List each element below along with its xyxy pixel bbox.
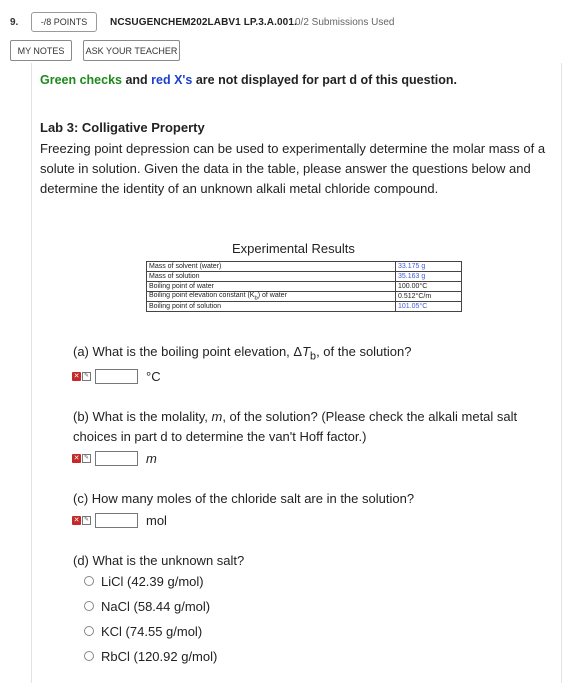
my-notes-button[interactable]: MY NOTES bbox=[10, 40, 72, 61]
incorrect-x-icon: ✕ ✎ bbox=[73, 454, 90, 462]
table-row bbox=[147, 292, 462, 302]
row-value: 35.163 g bbox=[396, 272, 462, 282]
answer-row-b bbox=[72, 450, 157, 466]
assignment-code: NCSUGENCHEM202LABV1 LP.3.A.001. bbox=[110, 17, 297, 28]
table-title: Experimental Results bbox=[232, 241, 355, 256]
answer-input-c[interactable] bbox=[95, 513, 138, 528]
answer-input-b[interactable] bbox=[95, 451, 138, 466]
row-label: Mass of solution bbox=[147, 272, 396, 282]
table-row bbox=[147, 302, 462, 312]
answer-row-a bbox=[72, 368, 161, 384]
choice-kcl[interactable] bbox=[84, 621, 202, 641]
choice-licl[interactable] bbox=[84, 571, 204, 591]
choice-rbcl[interactable] bbox=[84, 646, 217, 666]
results-table bbox=[146, 261, 462, 312]
submissions-used: 0/2 Submissions Used bbox=[295, 17, 395, 28]
question-b-text: (b) What is the molality, m, of the solution? (Please check the alkali metal salt choices in part d to determine the van't Hoff factor.) bbox=[73, 409, 518, 444]
table-row bbox=[147, 282, 462, 292]
notice-text: Green checks and red X's are not displayed for part d of this question. bbox=[40, 73, 457, 87]
points-badge: -/8 POINTS bbox=[31, 12, 97, 32]
answer-input-a[interactable] bbox=[95, 369, 138, 384]
answer-row-c bbox=[72, 512, 167, 528]
radio-button[interactable] bbox=[84, 601, 94, 611]
row-label: Mass of solvent (water) bbox=[147, 262, 396, 272]
row-label: Boiling point elevation constant $(K_b)$ of water bbox=[147, 292, 396, 302]
row-value: 101.05°C bbox=[396, 302, 462, 312]
choice-nacl[interactable] bbox=[84, 596, 210, 616]
red-xs-text: red X's bbox=[151, 73, 193, 87]
choice-label: RbCl (120.92 g/mol) bbox=[101, 648, 218, 664]
row-value: 100.00°C bbox=[396, 282, 462, 292]
row-label: Boiling point of solution bbox=[147, 302, 396, 312]
table-row bbox=[147, 262, 462, 272]
row-label: Boiling point of water bbox=[147, 282, 396, 292]
question-d-text: (d) What is the unknown salt? bbox=[73, 553, 245, 568]
question-number: 9. bbox=[10, 17, 19, 28]
radio-button[interactable] bbox=[84, 576, 94, 586]
green-checks-text: Green checks bbox=[40, 73, 122, 87]
ask-teacher-button[interactable]: ASK YOUR TEACHER bbox=[83, 40, 180, 61]
question-a-text: (a) What is the boiling point elevation, $\Delta T_b$, of the solution? bbox=[73, 344, 412, 363]
lab-title: Lab 3: Colligative Property bbox=[40, 120, 205, 135]
question-c-text: (c) How many moles of the chloride salt are in the solution? bbox=[73, 491, 415, 506]
unit-label-b: m bbox=[146, 450, 157, 466]
row-value: 0.512°C/m bbox=[396, 292, 462, 302]
choice-label: KCl (74.55 g/mol) bbox=[101, 623, 203, 639]
radio-button[interactable] bbox=[84, 651, 94, 661]
radio-button[interactable] bbox=[84, 626, 94, 636]
choice-label: LiCl (42.39 g/mol) bbox=[101, 573, 204, 589]
unit-label-a: °C bbox=[146, 368, 161, 384]
incorrect-x-icon: ✕ ✎ bbox=[73, 372, 90, 380]
row-value: 33.175 g bbox=[396, 262, 462, 272]
lab-intro: Freezing point depression can be used to experimentally determine the molar mass of a solute in solution. Given the data in the table, please answer the questions below and determine the identity of an unknown alkali metal chloride compound. bbox=[40, 141, 546, 196]
unit-label-c: mol bbox=[146, 512, 167, 528]
table-row bbox=[147, 272, 462, 282]
choice-label: NaCl (58.44 g/mol) bbox=[101, 598, 211, 614]
incorrect-x-icon: ✕ ✎ bbox=[73, 516, 90, 524]
